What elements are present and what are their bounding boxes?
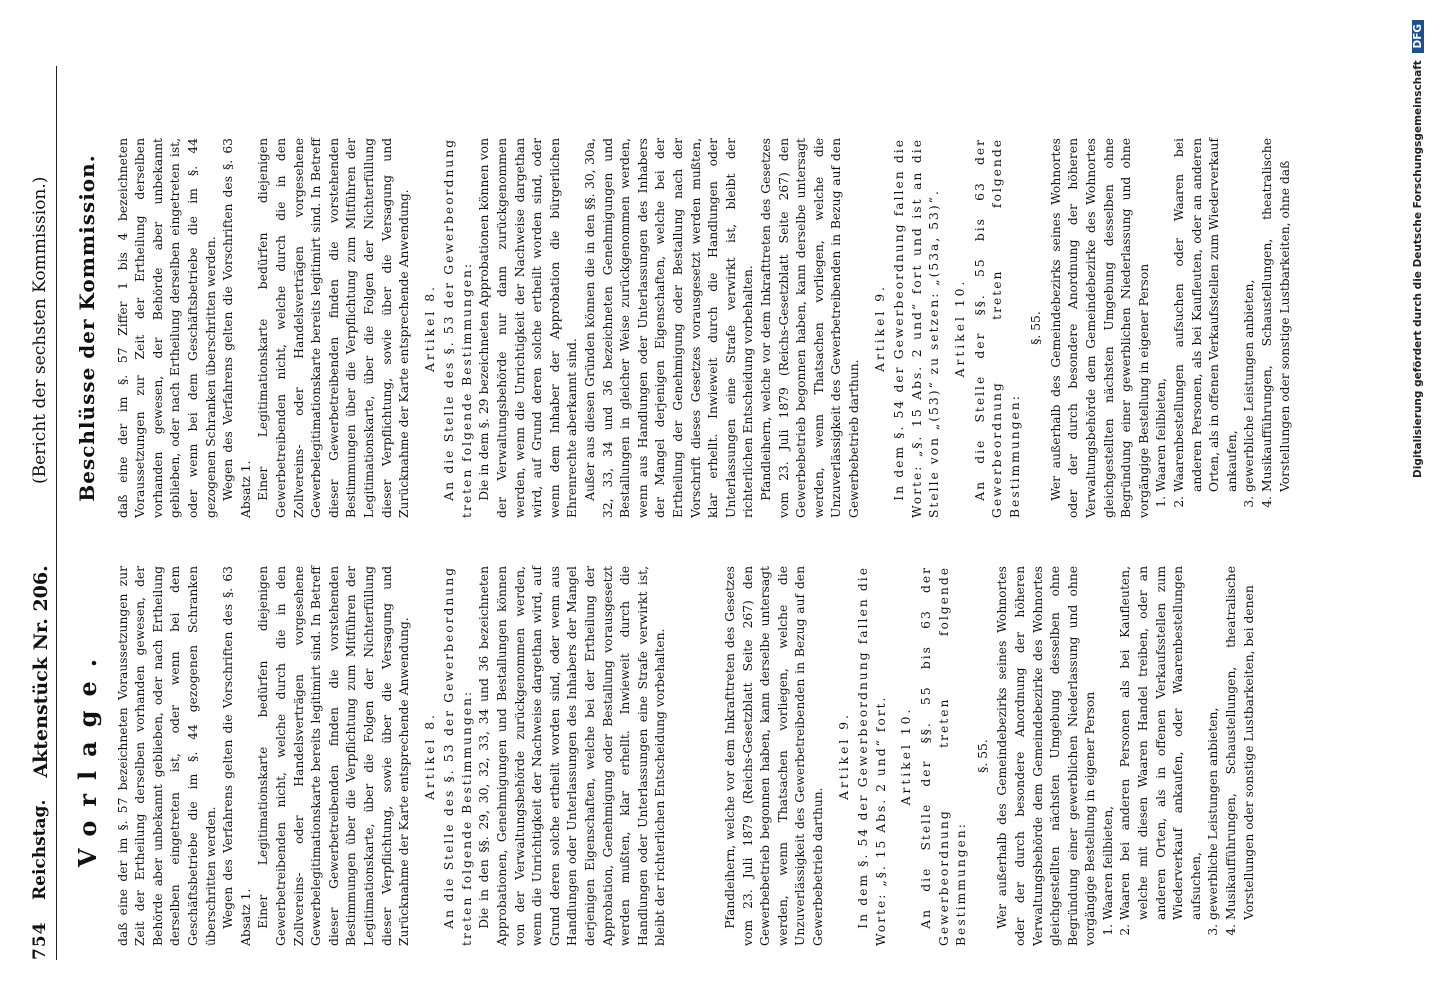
dfg-logo: DFG <box>1412 20 1424 53</box>
list-item: 2. Waarenbestellungen aufsuchen oder Waaren bei anderen Personen, als bei Kaufleuten, oder an anderen Orten, als in offenen Verkaufsstellen zum Wiederverkauf ankaufen, <box>1171 138 1241 492</box>
section-55-heading: §. 55. <box>975 739 990 773</box>
article-intro: An die Stelle des §. 53 der Gewerbeordnung treten folgende Bestimmungen: <box>442 138 474 518</box>
spacer <box>670 566 722 946</box>
article-10-heading: Artikel 10. <box>952 278 967 378</box>
list-item: 4. Musikaufführungen, Schaustellungen, theatralische Vorstellungen oder sonstige Lustbarkeiten, bei denen <box>1223 566 1258 920</box>
paragraph: daß eine der im §. 57 Ziffer 1 bis 4 bezeichneten Voraussetzungen zur Zeit der Ertheilung derselben vorhanden gewesen, der Behörde aber unbekannt geblieben, oder nach Ertheilung derselben eingetreten ist, oder wenn bei dem Geschäftsbetriebe die im §. 44 gezogenen Schranken überschritten werden. <box>115 138 218 518</box>
article-8-heading: Artikel 8. <box>422 712 437 800</box>
page-number: 754 <box>30 921 50 960</box>
paragraph: Pfandleihern, welche vor dem Inkrafttreten des Gesetzes vom 23. Juli 1879 (Reichs-Gesetzblatt Seite 267) den Gewerbebetrieb begonnen haben, kann derselbe untersagt werden, wenn Thatsachen vorliegen, welche die Unzuverlässigkeit des Gewerbetreibenden in Bezug auf den Gewerbebetrieb darthun. <box>758 138 861 518</box>
paragraph: Die in den §§. 29, 30, 32, 33, 34 und 36 bezeichneten Approbationen, Genehmigungen und Bestallungen können von der Verwaltungsbehörde zurückgenommen werden, wenn die Unrichtigkeit der Nachweise dargethan wird, auf Grund deren solche ertheilt worden sind, oder wenn aus Handlungen oder Unterlassungen des Inhabers der Mangel derjenigen Eigenschaften, welche bei der Ertheilung der Approbation, Genehmigung oder Bestallung vorausgesetzt werden mußten, klar erhellt. Inwieweit durch die Handlungen oder Unterlassungen eine Strafe verwirkt ist, bleibt der richterlichen Entscheidung vorbehalten. <box>477 566 668 946</box>
paragraph: Außer aus diesen Gründen können die in den §§. 30, 30a, 32, 33, 34 und 36 bezeichneten Genehmigungen und Bestallungen in gleicher Weise zurückgenommen werden, wenn aus Handlungen oder Unterlassungen des Inhabers der Mangel derjenigen Eigenschaften, welche bei der Ertheilung der Genehmigung oder Bestallung nach der Vorschrift dieses Gesetzes vorausgesetzt werden mußten, klar erhellt. Inwieweit durch die Handlungen oder Unterlassungen eine Strafe verwirkt ist, bleibt der richterlichen Entscheidung vorbehalten. <box>583 138 756 518</box>
header-aktenstueck: Aktenstück Nr. 206. <box>30 565 52 778</box>
article-9-heading: Artikel 9. <box>872 284 887 372</box>
paragraph: daß eine der im §. 57 bezeichneten Voraussetzungen zur Zeit der Ertheilung derselben vorhanden gewesen, der Behörde aber unbekannt geblieben, oder nach Ertheilung derselben eingetreten ist, oder wenn bei dem Geschäftsbetriebe die im §. 44 gezogenen Schranken überschritten werden. <box>115 566 218 946</box>
paragraph: In dem §. 54 der Gewerbeordnung fallen die Worte: „§. 15 Abs. 2 und“ fort und ist an die Stelle von „(53)“ zu setzen: „(53a, 53)“. <box>892 138 942 518</box>
article-intro: An die Stelle der §§. 55 bis 63 der Gewerbeordnung treten folgende Bestimmungen: <box>972 138 1022 518</box>
paragraph: Wegen des Verfahrens gelten die Vorschriften des §. 63 Absatz 1. <box>221 566 253 946</box>
column-title-vorlage: Vorlage. <box>73 644 102 868</box>
header-left <box>30 500 52 900</box>
paragraph: Wer außerhalb des Gemeindebezirks seines Wohnortes oder der durch besondere Anordnung der höheren Verwaltungsbehörde dem Gemeindebezirke des Wohnortes gleichgestellten nächsten Umgebung desselben ohne Begründung einer gewerblichen Niederlassung und ohne vorgängige Bestellung in eigener Person <box>1048 138 1151 518</box>
header-reichstag: Reichstag. <box>30 799 50 900</box>
list-item: 2. Waaren bei anderen Personen als bei Kaufleuten, welche mit diesen Waaren Handel treiben, oder an anderen Orten, als in offenen Verkaufsstellen zum Wiederverkauf ankaufen, oder Waarenbestellungen aufsuchen, <box>1117 566 1205 920</box>
digitization-credit <box>1412 0 1432 1000</box>
article-intro: An die Stelle des §. 53 der Gewerbeordnung treten folgende Bestimmungen: <box>442 566 474 946</box>
section-55-heading: §. 55. <box>1029 311 1044 345</box>
column-title-beschluesse: Beschlüsse der Kommission. <box>75 154 99 502</box>
paragraph: Wer außerhalb des Gemeindebezirks seines Wohnortes oder der durch besondere Anordnung der höheren Verwaltungsbehörde dem Gemeindebezirke des Wohnortes gleichgestellten nächsten Umgebung desselben ohne Begründung einer gewerblichen Niederlassung und ohne vorgängige Bestellung in eigener Person <box>995 566 1098 946</box>
paragraph: Wegen des Verfahrens gelten die Vorschriften des §. 63 Absatz 1. <box>221 138 253 518</box>
item-list <box>1100 566 1258 946</box>
column-beschluesse <box>69 124 1294 532</box>
list-item: 4. Musikaufführungen, Schaustellungen, theatralische Vorstellungen oder sonstige Lustbarkeiten, ohne daß <box>1259 138 1294 492</box>
column-vorlage <box>69 552 1294 960</box>
credit-text: Digitalisierung gefördert durch die Deutsche Forschungsgemeinschaft <box>1412 60 1424 478</box>
item-list <box>1153 138 1294 518</box>
list-item: 1. Waaren feilbieten, <box>1100 566 1118 920</box>
list-item: 3. gewerbliche Leistungen anbieten, <box>1205 566 1223 920</box>
article-intro: An die Stelle der §§. 55 bis 63 der Gewerbeordnung treten folgende Bestimmungen: <box>918 566 969 946</box>
paragraph: Pfandleihern, welche vor dem Inkrafttreten des Gesetzes vom 23. Juli 1879 (Reichs-Gesetzblatt Seite 267) den Gewerbebetrieb begonnen haben, kann derselbe untersagt werden, wenn Thatsachen vorliegen, welche die Unzuverlässigkeit des Gewerbetreibenden in Bezug auf den Gewerbebetrieb darthun. <box>723 566 825 946</box>
article-8-heading: Artikel 8. <box>422 284 437 372</box>
page-header <box>30 66 57 960</box>
two-column-body <box>69 66 1294 960</box>
paragraph: Einer Legitimationskarte bedürfen diejenigen Gewerbetreibenden nicht, welche durch die in den Zollvereins- oder Handelsverträgen vorgesehene Gewerbelegitimationskarte bereits legitimirt sind. In Betreff dieser Gewerbetreibenden finden die vorstehenden Bestimmungen über die Verpflichtung zum Mitführen der Legitimationskarte, über die Folgen der Nichterfüllung dieser Verpflichtung, sowie über die Versagung und Zurücknahme der Karte entsprechende Anwendung. <box>256 138 412 518</box>
article-10-heading: Artikel 10. <box>899 706 914 806</box>
paragraph: Einer Legitimationskarte bedürfen diejenigen Gewerbetreibenden nicht, welche durch die in den Zollvereins- oder Handelsverträgen vorgesehene Gewerbelegitimationskarte bereits legitimirt sind. In Betreff dieser Gewerbetreibenden finden die vorstehenden Bestimmungen über die Verpflichtung zum Mitführen der Legitimationskarte, über die Folgen der Nichterfüllung dieser Verpflichtung, sowie über die Versagung und Zurücknahme der Karte entsprechende Anwendung. <box>256 566 412 946</box>
article-9-heading: Artikel 9. <box>836 712 851 800</box>
list-item: 1. Waaren feilbieten, <box>1153 138 1171 492</box>
list-item: 3. gewerbliche Leistungen anbieten, <box>1241 138 1259 492</box>
paragraph: Die in dem §. 29 bezeichneten Approbationen können von der Verwaltungsbehörde nur dann zurückgenommen werden, wenn die Unrichtigkeit der Nachweise dargethan wird, auf Grund deren solche ertheilt worden sind, oder wenn dem Inhaber der Approbation die bürgerlichen Ehrenrechte aberkannt sind. <box>477 138 580 518</box>
header-right: (Bericht der sechsten Kommission.) <box>30 176 50 484</box>
paragraph: In dem §. 54 der Gewerbeordnung fallen die Worte: „§. 15 Abs. 2 und“ fort. <box>856 566 888 946</box>
